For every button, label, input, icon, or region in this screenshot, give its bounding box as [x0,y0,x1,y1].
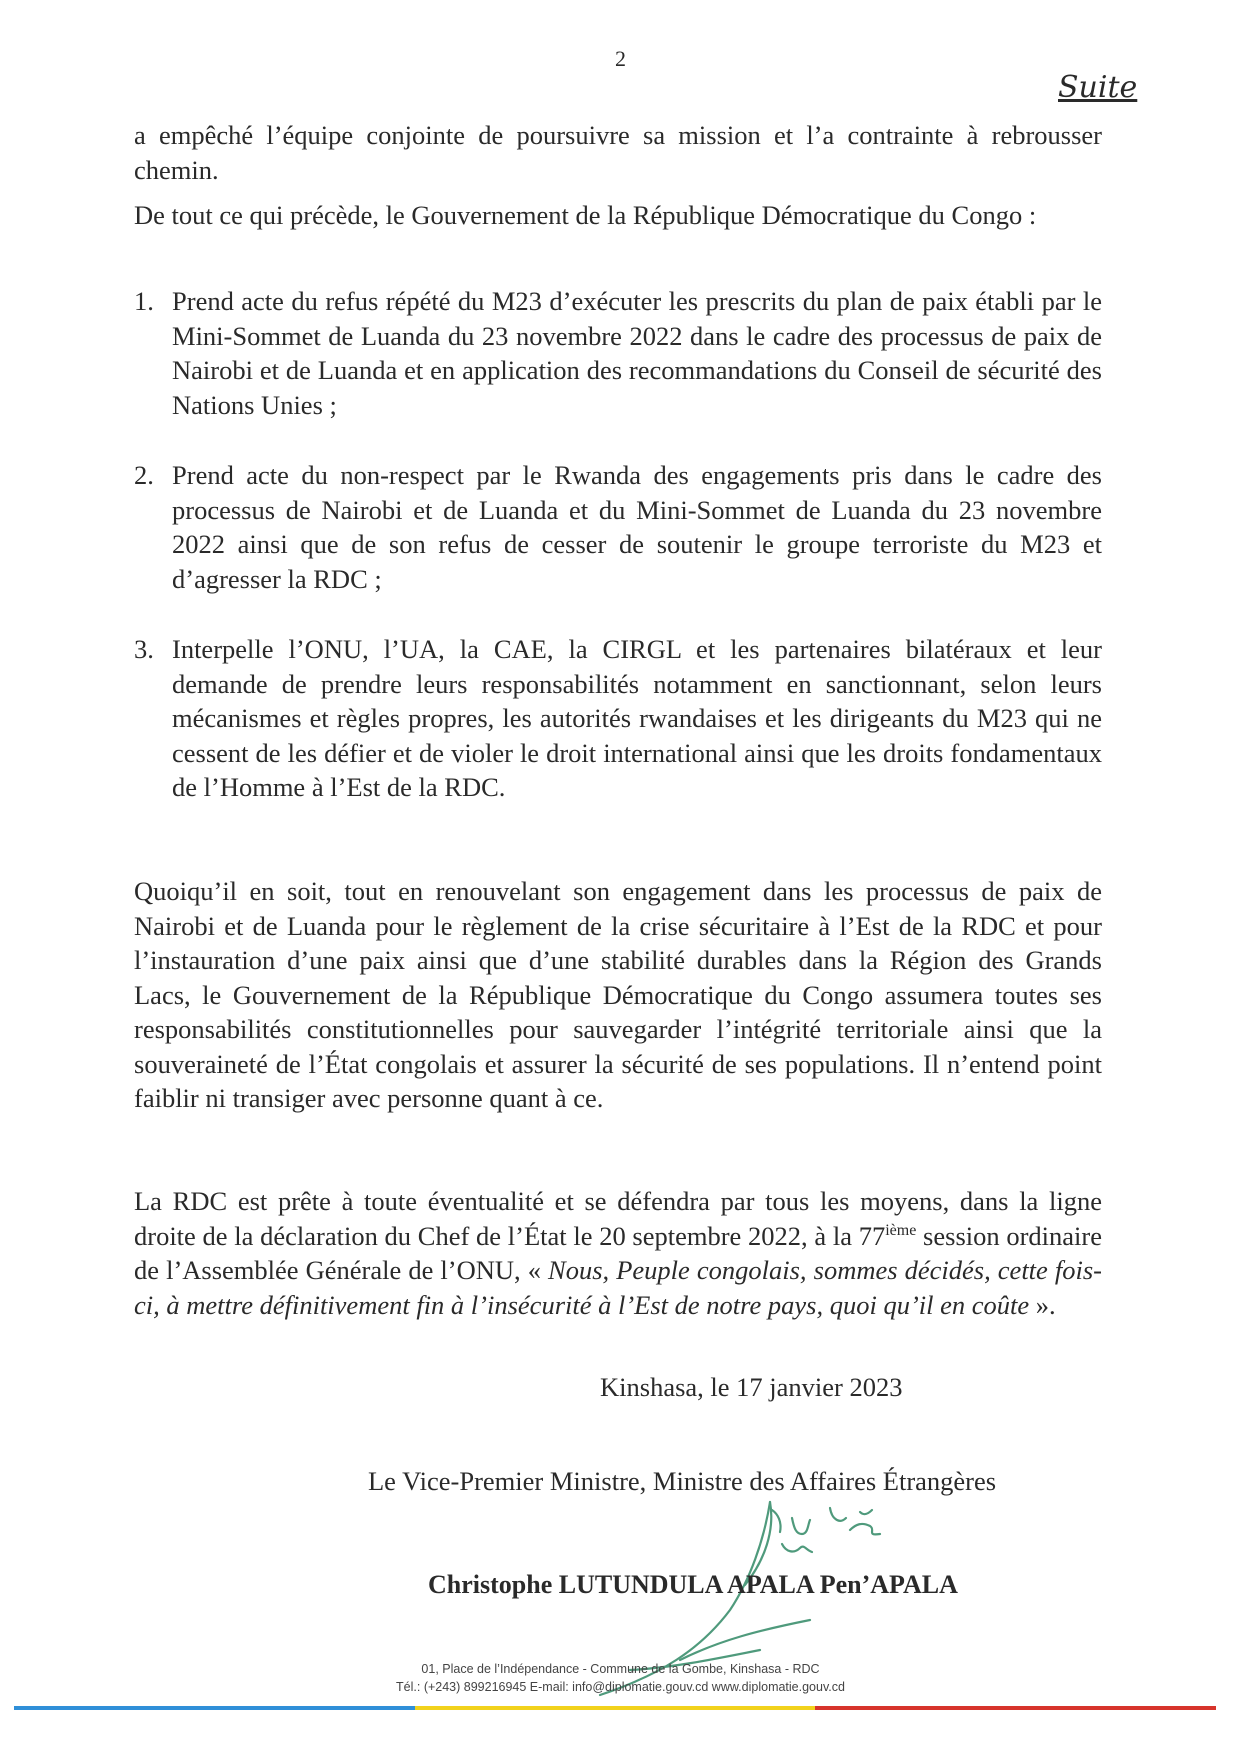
flag-color-bar [14,1706,1216,1710]
suite-mark: Suite [1058,70,1138,105]
paragraph-preamble: De tout ce qui précède, le Gouvernement de la République Démocratique du Congo : [134,200,1037,230]
footer-address: 01, Place de l’Indépendance - Commune de la Gombe, Kinshasa - RDC [421,1662,820,1676]
list-item-text: Interpelle l’ONU, l’UA, la CAE, la CIRGL et les partenaires bilatéraux et leur demande de prendre leurs responsabilités notamment en sanctionnant, selon leurs mécanismes et règles propres, les autorités rwandaises et les dirigeants du M23 qui ne cessent de les défier et de violer le droit international ainsi que les droits fondamentaux de l’Homme à l’Est de la RDC. [172,634,1102,802]
list-item [134,458,1102,596]
paragraph-intro: a empêché l’équipe conjointe de poursuivre sa mission et l’a contrainte à rebrousser chemin. [134,120,1102,185]
flag-yellow-segment [415,1706,816,1710]
declaration-quote: Nous, Peuple congolais, sommes décidés, cette fois-ci, à mettre définitivement fin à l’insécurité à l’Est de notre pays, quoi qu’il en coûte [134,1255,1102,1320]
list-item-number: 3. [134,634,154,664]
date-line: Kinshasa, le 17 janvier 2023 [600,1372,903,1402]
declaration-text: La RDC est prête à toute éventualité et se défendra par tous les moyens, dans la ligne droite de la déclaration du Chef de l’État le 20 septembre 2022, à la 77 [134,1186,1102,1251]
flag-blue-segment [14,1706,415,1710]
flag-red-segment [815,1706,1216,1710]
footer-contact: Tél.: (+243) 899216945 E-mail: info@diplomatie.gouv.cd www.diplomatie.gouv.cd [396,1680,845,1694]
page-number: 2 [615,46,626,71]
signer-title: Le Vice-Premier Ministre, Ministre des Affaires Étrangères [368,1466,997,1496]
declaration-text-cont: session ordinaire de l’Assemblée Générale de l’ONU, « [134,1220,1102,1285]
paragraph-commitment: Quoiqu’il en soit, tout en renouvelant son engagement dans les processus de paix de Nairobi et de Luanda pour le règlement de la crise sécuritaire à l’Est de la RDC et pour l’instauration d’une paix ainsi que d’une stabilité durables dans la Région des Grands Lacs, le Gouvernement de la République Démocratique du Congo assumera toutes ses responsabilités constitutionnelles pour sauvegarder l’intégrité territoriale ainsi que la souveraineté de l’État congolais et assurer la sécurité de ses populations. Il n’entend point faiblir ni transiger avec personne quant à ce. [134,876,1102,1113]
list-item [134,284,1102,422]
list-item-number: 2. [134,460,154,490]
list-item [134,632,1102,805]
list-item-text: Prend acte du non-respect par le Rwanda des engagements pris dans le cadre des processus de Nairobi et de Luanda et du Mini-Sommet de Luanda du 23 novembre 2022 ainsi que de son refus de cesser de soutenir le groupe terroriste du M23 et d’agresser la RDC ; [172,460,1102,594]
list-item-text: Prend acte du refus répété du M23 d’exécuter les prescrits du plan de paix établi par le Mini-Sommet de Luanda du 23 novembre 2022 dans le cadre des processus de paix de Nairobi et de Luanda et en application des recommandations du Conseil de sécurité des Nations Unies ; [172,286,1102,420]
declaration-quote-end: ». [1029,1289,1056,1320]
paragraph-declaration [134,1184,1102,1322]
ordinal-superscript: ième [885,1221,917,1239]
signer-name: Christophe LUTUNDULA APALA Pen’APALA [428,1570,958,1599]
list-item-number: 1. [134,286,154,316]
